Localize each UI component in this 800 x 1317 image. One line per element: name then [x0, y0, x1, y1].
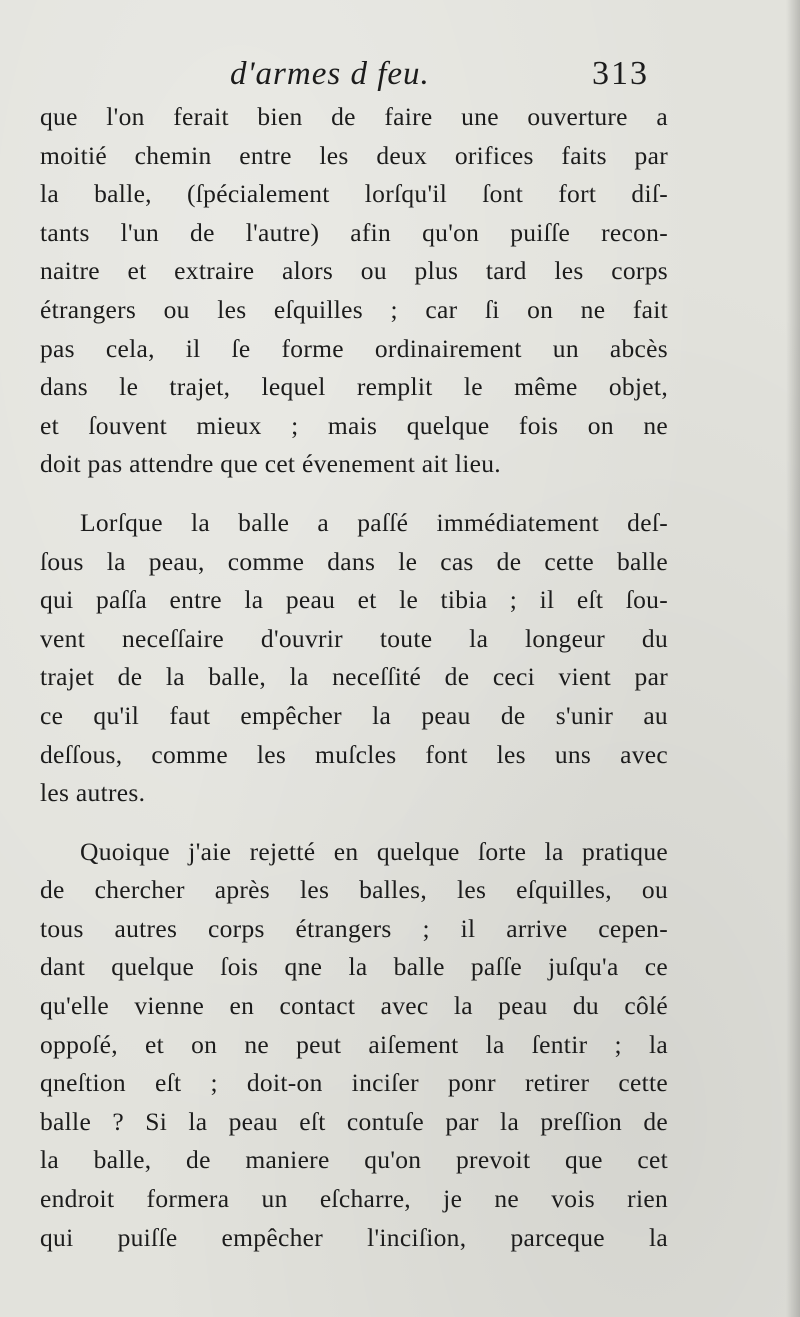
running-head-title: d'armes d feu. — [230, 56, 430, 92]
text-line: doit pas attendre que cet évenement ait lieu. — [40, 449, 501, 479]
text-line: Lorſque la balle a paſſé immédiatement deſ- — [80, 507, 668, 537]
text-line: trajet de la balle, la neceſſité de ceci vient par — [40, 662, 668, 692]
text-line: qu'elle vienne en contact avec la peau du côlé — [40, 991, 668, 1021]
paragraph-2 — [40, 504, 668, 813]
running-head — [0, 50, 800, 98]
page-number: 313 — [592, 55, 649, 92]
text-line: qui puiſſe empêcher l'inciſion, parceque la — [40, 1222, 668, 1252]
text-line: vent neceſſaire d'ouvrir toute la longeur du — [40, 623, 668, 653]
text-line: tants l'un de l'autre) afin qu'on puiſſe recon- — [40, 217, 668, 247]
text-line: Quoique j'aie rejetté en quelque ſorte la pratique — [80, 836, 668, 866]
text-line: les autres. — [40, 778, 146, 808]
text-line: et ſouvent mieux ; mais quelque fois on ne — [40, 410, 668, 440]
text-line: la balle, de maniere qu'on prevoit que cet — [40, 1145, 668, 1175]
text-line: qui paſſa entre la peau et le tibia ; il eſt ſou- — [40, 585, 668, 615]
text-line: moitié chemin entre les deux orifices faits par — [40, 140, 668, 170]
text-line: ſous la peau, comme dans le cas de cette balle — [40, 546, 668, 576]
paragraph-3 — [40, 833, 668, 1258]
text-line: endroit formera un eſcharre, je ne vois rien — [40, 1184, 668, 1214]
text-line: étrangers ou les eſquilles ; car ſi on ne fait — [40, 294, 668, 324]
text-line: oppoſé, et on ne peut aiſement la ſentir ; la — [40, 1029, 668, 1059]
text-line: ce qu'il faut empêcher la peau de s'unir au — [40, 700, 668, 730]
text-line: la balle, (ſpécialement lorſqu'il ſont fort diſ- — [40, 179, 668, 209]
paragraph-1 — [40, 98, 668, 484]
text-line: naitre et extraire alors ou plus tard les corps — [40, 256, 668, 286]
text-line: qneſtion eſt ; doit-on inciſer ponr retirer cette — [40, 1068, 668, 1098]
text-line: deſſous, comme les muſcles font les uns avec — [40, 739, 668, 769]
body-text — [40, 98, 668, 1257]
text-line: de chercher après les balles, les eſquilles, ou — [40, 875, 668, 905]
text-line: tous autres corps étrangers ; il arrive cepen- — [40, 913, 668, 943]
page-edge-shadow — [786, 0, 800, 1317]
text-line: balle ? Si la peau eſt contuſe par la preſſion de — [40, 1106, 668, 1136]
text-line: que l'on ferait bien de faire une ouverture a — [40, 102, 668, 131]
text-line: dans le trajet, lequel remplit le même objet, — [40, 372, 668, 402]
text-line: dant quelque ſois qne la balle paſſe juſqu'a ce — [40, 952, 668, 982]
text-line: pas cela, il ſe forme ordinairement un abcès — [40, 333, 668, 363]
